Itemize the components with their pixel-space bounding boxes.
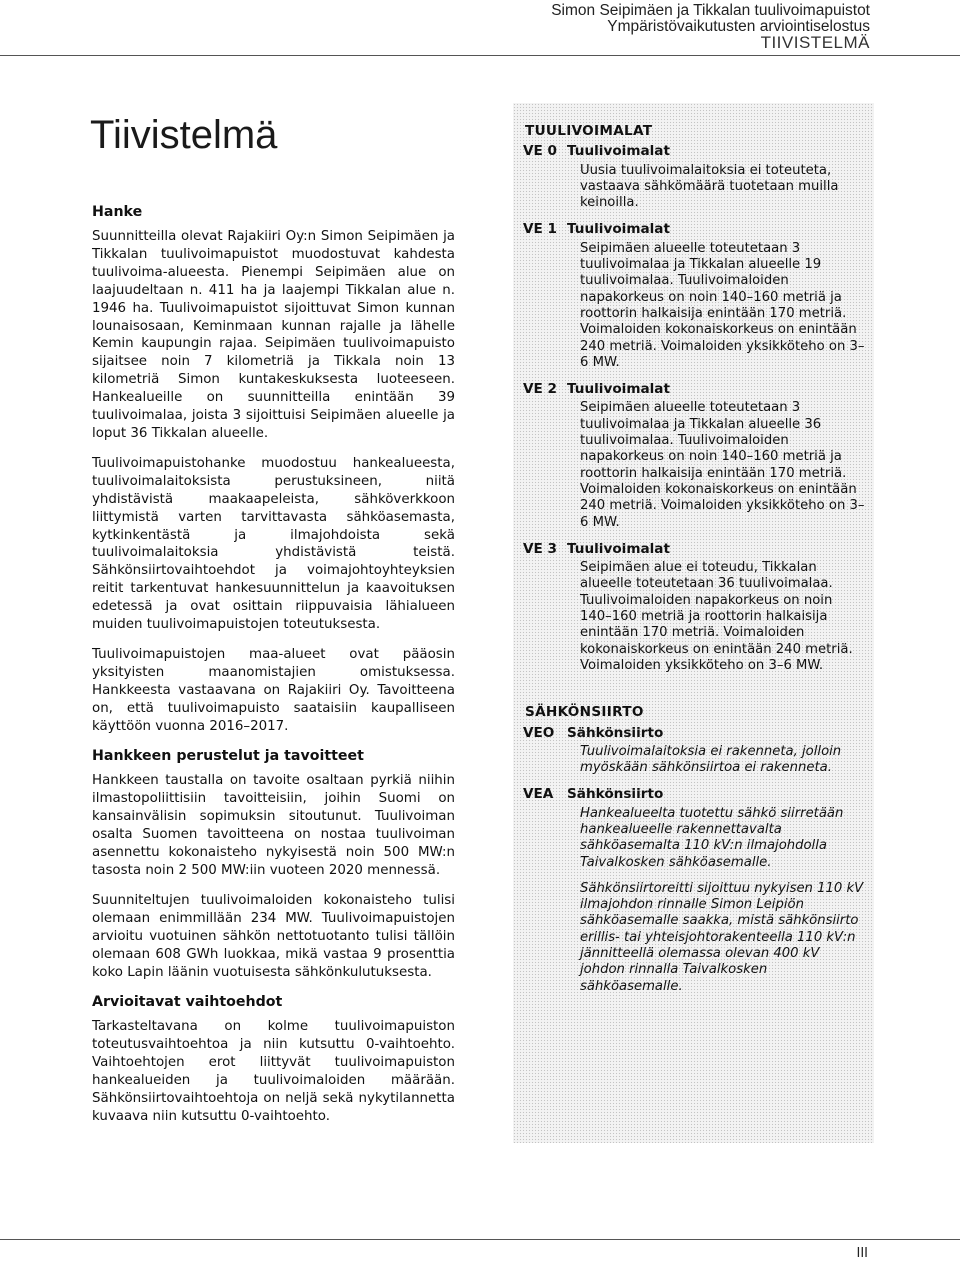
alternative-ve3 bbox=[523, 541, 874, 674]
running-header bbox=[551, 3, 870, 51]
alt-code: VE 0 bbox=[523, 143, 557, 160]
alt-description: Seipimäen alue ei toteudu, Tikkalan alueelle toteutetaan 36 tuulivoimalaa. Tuulivoimaloiden napakorkeus on noin 140–160 metriä ja roottorin halkaisija enintään 170 metriä. Voimaloiden kokonaiskorkeus on enintään 240 metriä. Voimaloiden yksikköteho on 3–6 MW. bbox=[580, 560, 853, 673]
alt-description: Seipimäen alueelle toteutetaan 3 tuulivoimalaa ja Tikkalan alueelle 19 tuulivoimalaa. Tuulivoimaloiden napakorkeus on noin 140–160 metriä ja roottorin halkaisija enintään 170 metriä. Voimaloiden kokonaiskorkeus on enintään 240 metriä. Voimaloiden yksikköteho on 3–6 MW. bbox=[580, 240, 865, 370]
paragraph-perustelut-2: Suunniteltujen tuulivoimaloiden kokonaisteho tulisi olemaan enimmillään 234 MW. Tuulivoimapuistojen arvioitu vuotuinen sähkön nettotuotanto tulisi tällöin olemaan 608 GWh luokkaa, mikä vastaa 9 prosenttia koko Lapin läänin vuotuisesta sähkönkulutuksesta. bbox=[92, 892, 455, 980]
paragraph-hanke-3: Tuulivoimapuistojen maa-alueet ovat pääosin yksityisten maanomistajien omistuksessa. Hankkeesta vastaavana on Rajakiiri Oy. Tavoitteena on, että tuulivoimapuisto saataisiin kaupalliseen käyttöön vuonna 2016–2017. bbox=[92, 646, 455, 734]
paragraph-hanke-2: Tuulivoimapuistohanke muodostuu hankealueesta, tuulivoimalaitoksista perustuksineen, niitä yhdistävistä maakaapeleista, sähköverkkoon liittymistä varten tarvittavasta sähköasemasta, kytkinkentästä ja ilmajohdoista sekä tuulivoimalaitoksia yhdistävistä teistä. Sähkönsiirtovaihtoehdot ja voimajohtoyhteyksien reitit tarkentuvat hankesuunnittelun ja kaavoituksen edetessä ja ovat osittain riippuvaisia lähialueen muiden tuulivoimapuistojen toteutuksesta. bbox=[92, 455, 455, 633]
alternative-ve0 bbox=[523, 143, 874, 211]
heading-arvioitavat: Arvioitavat vaihtoehdot bbox=[92, 994, 283, 1011]
alt-description: Tuulivoimalaitoksia ei rakenneta, jolloin myöskään sähkönsiirtoa ei rakenneta. bbox=[580, 743, 842, 776]
header-section-tag: TIIVISTELMÄ bbox=[760, 33, 870, 52]
alternative-vea bbox=[523, 786, 874, 995]
alternative-veo bbox=[523, 725, 874, 777]
heading-perustelut: Hankkeen perustelut ja tavoitteet bbox=[92, 748, 364, 765]
alternative-ve2 bbox=[523, 381, 874, 531]
alternatives-box bbox=[513, 103, 874, 1143]
header-line-1: Simon Seipimäen ja Tikkalan tuulivoimapuistot bbox=[551, 2, 870, 19]
alt-description: Hankealueelta tuotettu sähkö siirretään hankealueelle rakennettavalta sähköasemalta 110 kV:n ilmajohdolla Taivalkosken sähköasemalle. bbox=[580, 805, 844, 870]
alt-code: VE 1 bbox=[523, 221, 557, 238]
paragraph-hanke-1: Suunnitteilla olevat Rajakiiri Oy:n Simon Seipimäen ja Tikkalan tuulivoimapuistot muodostuvat kahdesta tuulivoima-alueesta. Pienempi Seipimäen alue on laajuudeltaan n. 411 ha ja laajempi Tikkalan alue n. 1946 ha. Tuulivoimapuistot sijoittuvat Simon kunnan lounaisosaan, Keminmaan kunnan rajalle ja lähelle Kemin kaupungin rajaa. Seipimäen tuulivoimapuisto sijaitsee noin 7 kilometriä ja Tikkala noin 13 kilometriä Simon kuntakeskuksesta luoteeseen. Hankealueille on suunnitteilla enintään 39 tuulivoimalaa, joista 3 sijoittuisi Seipimäen alueelle ja loput 36 Tikkalan alueelle. bbox=[92, 229, 455, 441]
alt-name: Sähkönsiirto bbox=[567, 724, 664, 741]
paragraph-arvioitavat: Tarkasteltavana on kolme tuulivoimapuiston toteutusvaihtoehtoa ja niin kutsuttu 0-vaihtoehto. Vaihtoehtojen erot liittyvät tuulivoimapuiston hankealueiden ja tuulivoimaloiden määrään. Sähkönsiirtovaihtoehtoja on neljä sekä nykytilannetta kuvaava niin kutsuttu 0-vaihtoehto. bbox=[92, 1019, 455, 1124]
alt-code: VE 3 bbox=[523, 540, 557, 557]
alt-name: Tuulivoimalat bbox=[567, 540, 670, 557]
header-rule bbox=[0, 55, 960, 56]
page-number: III bbox=[856, 1246, 868, 1261]
alt-name: Sähkönsiirto bbox=[567, 786, 664, 803]
alternative-ve1 bbox=[523, 221, 874, 371]
box-heading-tuulivoimalat: TUULIVOIMALAT bbox=[525, 123, 653, 139]
footer-rule bbox=[0, 1239, 960, 1240]
alt-code: VEA bbox=[523, 786, 554, 803]
box-heading-sahkonsiirto: SÄHKÖNSIIRTO bbox=[525, 704, 644, 721]
heading-hanke: Hanke bbox=[92, 204, 143, 220]
alt-name: Tuulivoimalat bbox=[567, 143, 670, 160]
main-text-column bbox=[92, 203, 455, 1138]
paragraph-perustelut-1: Hankkeen taustalla on tavoite osaltaan pyrkiä niihin ilmastopoliittisiin tavoitteisiin, joihin Suomi on kansainvälisin sopimuksin sitoutunut. Tuulivoiman osalta Suomen tavoitteena on nostaa tuulivoiman asennettu kokonaisteho nykyisestä noin 500 MW:n tasosta noin 2 500 MW:iin vuoteen 2020 mennessä. bbox=[92, 773, 455, 878]
page-title: Tiivistelmä bbox=[90, 113, 278, 157]
alt-name: Tuulivoimalat bbox=[567, 221, 670, 238]
alt-description: Seipimäen alueelle toteutetaan 3 tuulivoimalaa ja Tikkalan alueelle 36 tuulivoimalaa. Tuulivoimaloiden napakorkeus on noin 140–160 metriä ja roottorin halkaisija enintään 170 metriä. Voimaloiden kokonaiskorkeus on enintään 240 metriä. Voimaloiden yksikköteho on 3–6 MW. bbox=[580, 400, 865, 530]
alt-code: VEO bbox=[523, 724, 555, 741]
alt-description-2: Sähkönsiirtoreitti sijoittuu nykyisen 110 kV ilmajohdon rinnalle Simon Leipiön sähköasemalle saakka, mistä sähkönsiirto erillis- tai yhteisjohtorakenteella 110 kV:n jännitteellä olemassa olevan 400 kV johdon rinnalla Taivalkosken sähköasemalle. bbox=[580, 880, 864, 994]
header-line-2: Ympäristövaikutusten arviointiselostus bbox=[607, 18, 870, 35]
alt-name: Tuulivoimalat bbox=[567, 381, 670, 398]
alt-code: VE 2 bbox=[523, 381, 557, 398]
alt-description: Uusia tuulivoimalaitoksia ei toteuteta, vastaava sähkömäärä tuotetaan muilla keinoilla. bbox=[580, 162, 839, 211]
